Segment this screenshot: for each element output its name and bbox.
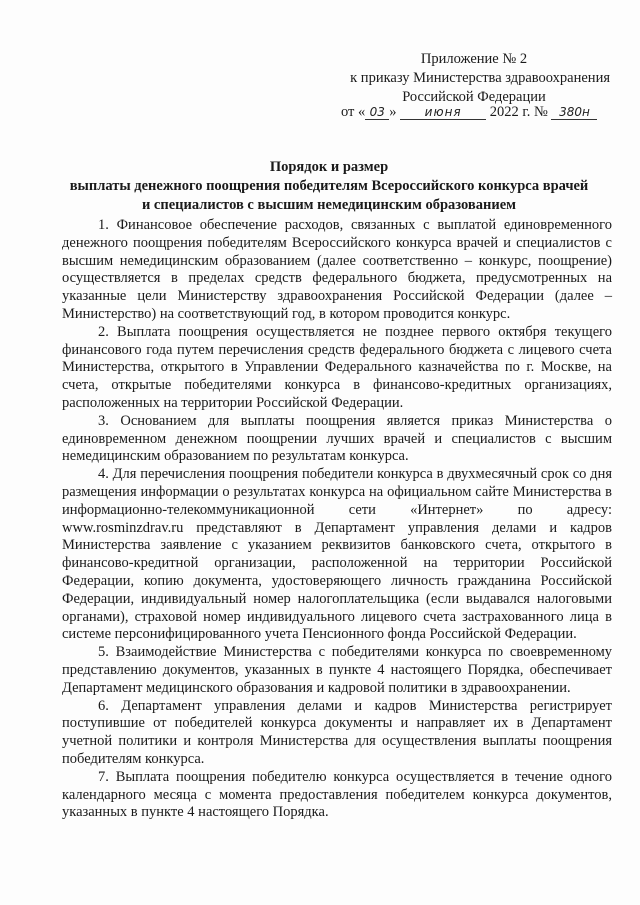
paragraph-7: 7. Выплата поощрения победителю конкурса осуществляется в течение одного календарного месяца с момента предоставления победителем конкурса документов, указанных в пункте 4 настоящего Порядка.: [62, 768, 612, 821]
paragraph-2: 2. Выплата поощрения осуществляется не позднее первого октября текущего финансового года путем перечисления средств федерального бюджета с лицевого счета Министерства, открытого в Управлении Федерального казначейства по г. Москве, на счета, открытые победителями конкурса в финансово-кредитных организациях, расположенных на территории Российской Федерации.: [62, 323, 612, 411]
paragraph-1: 1. Финансовое обеспечение расходов, связанных с выплатой единовременного денежного поощрения победителям Всероссийского конкурса врачей и специалистов с высшим немедицинским образованием (далее соответственно – конкурс, поощрение) осуществляется в пределах средств федерального бюджета, предусмотренных на указанные цели Министерству здравоохранения Российской Федерации (далее – Министерство) на соответствующий год, в котором проводится конкурс.: [62, 217, 612, 322]
paragraph-6: 6. Департамент управления делами и кадров Министерства регистрирует поступившие от победителей конкурса документы и направляет их в Департамент учетной политики и контроля Министерства для осуществления выплаты поощрения победителям конкурса.: [62, 697, 612, 767]
handwritten-day: 03: [365, 105, 389, 120]
date-mid: »: [389, 104, 397, 120]
appendix-number: Приложение № 2: [420, 51, 528, 67]
handwritten-month: июня: [400, 105, 486, 120]
title-line-2: выплаты денежного поощрения победителям Всероссийского конкурса врачей: [69, 178, 589, 194]
appendix-header: [310, 50, 610, 107]
date-year: 2022 г. №: [489, 104, 548, 120]
paragraph-4: 4. Для перечисления поощрения победители конкурса в двухмесячный срок со дня размещения информации о результатах конкурса на официальном сайте Министерства в информационно-телекоммуникационной сети «Интернет» по адресу: www.rosminzdrav.ru представляют в Департамент управления делами и кадров Министерства заявление с указанием реквизитов банковского счета, открытого в финансово-кредитной организации, расположенной на территории Российской Федерации, копию документа, удостоверяющего личность гражданина Российской Федерации, индивидуальный номер налогоплательщика (если выдавался налоговыми органами), страховой номер индивидуального лицевого счета застрахованного лица в системе персонифицированного учета Пенсионного фонда Российской Федерации.: [62, 466, 612, 643]
handwritten-order-number: 380н: [551, 105, 597, 120]
document-title: [40, 158, 618, 215]
ministry-country: Российской Федерации: [402, 89, 546, 105]
title-line-3: и специалистов с высшим немедицинским образованием: [141, 197, 517, 213]
paragraph-5: 5. Взаимодействие Министерства с победителями конкурса по своевременному представлению документов, указанных в пункте 4 настоящего Порядка, обеспечивает Департамент медицинского образования и кадровой политики в здравоохранении.: [62, 644, 612, 696]
order-date-line: [341, 104, 621, 121]
order-reference: к приказу Министерства здравоохранения: [350, 70, 610, 86]
paragraph-3: 3. Основанием для выплаты поощрения является приказ Министерства о единовременном денежном поощрении лучших врачей и специалистов с высшим немедицинским образованием по результатам конкурса.: [62, 412, 612, 465]
title-line-1: Порядок и размер: [269, 159, 389, 175]
date-prefix: от «: [341, 104, 366, 120]
document-body: [62, 217, 612, 822]
